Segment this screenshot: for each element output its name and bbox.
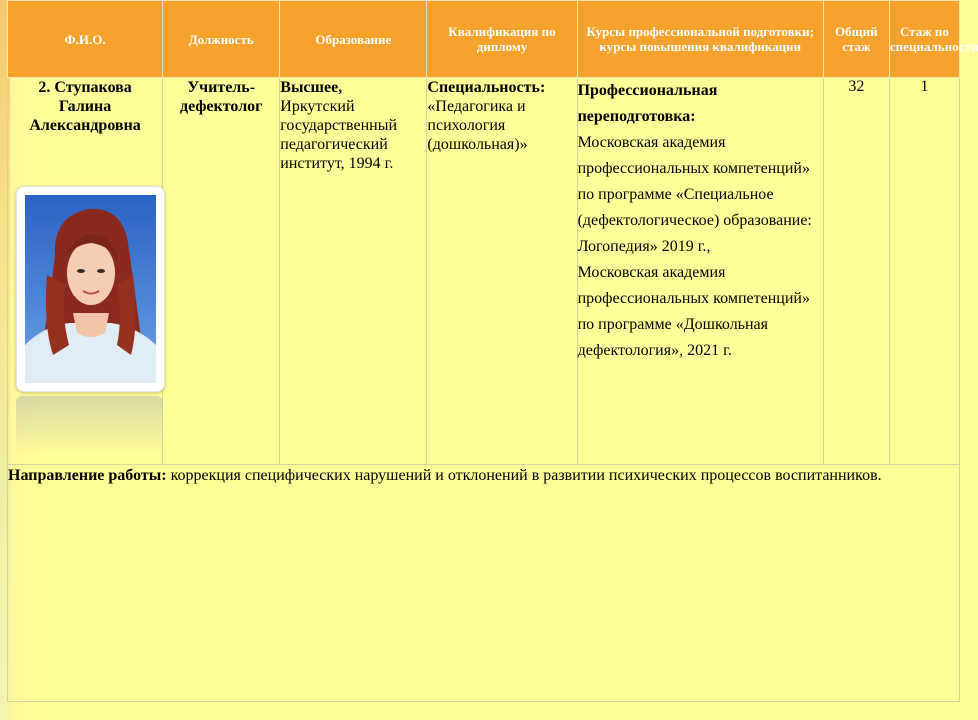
total-experience-cell: 32 xyxy=(823,78,889,465)
photo-reflection xyxy=(16,396,163,456)
education-detail: Иркутский государственный педагогический институт, 1994 г. xyxy=(280,98,398,172)
staff-photo xyxy=(16,186,165,392)
staff-name: 2. Ступакова Галина Александровна xyxy=(29,79,141,134)
course-item: Московская академия профессиональных компетенций» по программе «Дошкольная дефектология», 2021 г. xyxy=(577,264,810,359)
qualification-value: «Педагогика и психология (дошкольная)» xyxy=(427,98,528,153)
table-row xyxy=(8,78,960,465)
direction-text: коррекция специфических нарушений и отклонений в развитии психических процессов воспитанников. xyxy=(170,467,882,484)
direction-label: Направление работы: xyxy=(8,467,167,484)
table-header-row xyxy=(8,1,960,78)
courses-cell xyxy=(577,78,823,465)
direction-row xyxy=(8,465,960,702)
position-cell: Учитель-дефектолог xyxy=(163,78,280,465)
header-total-experience: Общий стаж xyxy=(823,1,889,78)
header-position: Должность xyxy=(163,1,280,78)
header-education: Образование xyxy=(280,1,427,78)
direction-cell xyxy=(8,465,960,702)
header-courses: Курсы профессиональной подготовки; курсы повышения квалификации xyxy=(577,1,823,78)
education-level: Высшее, xyxy=(280,79,343,96)
specialty-experience-cell: 1 xyxy=(889,78,959,465)
course-item: Московская академия профессиональных компетенций» по программе «Специальное (дефектологическое) образование: Логопедия» 2019 г., xyxy=(577,134,812,255)
header-specialty-experience: Стаж по специальности xyxy=(889,1,959,78)
qualification-cell xyxy=(427,78,577,465)
courses-label: Профессиональная переподготовка: xyxy=(577,82,718,125)
header-qualification: Квалификация по диплому xyxy=(427,1,577,78)
header-name: Ф.И.О. xyxy=(8,1,163,78)
photo-image xyxy=(25,195,156,383)
education-cell xyxy=(280,78,427,465)
portrait-illustration xyxy=(25,195,156,383)
staff-table xyxy=(7,0,978,702)
qualification-label: Специальность: xyxy=(427,79,546,96)
name-cell xyxy=(8,78,163,465)
